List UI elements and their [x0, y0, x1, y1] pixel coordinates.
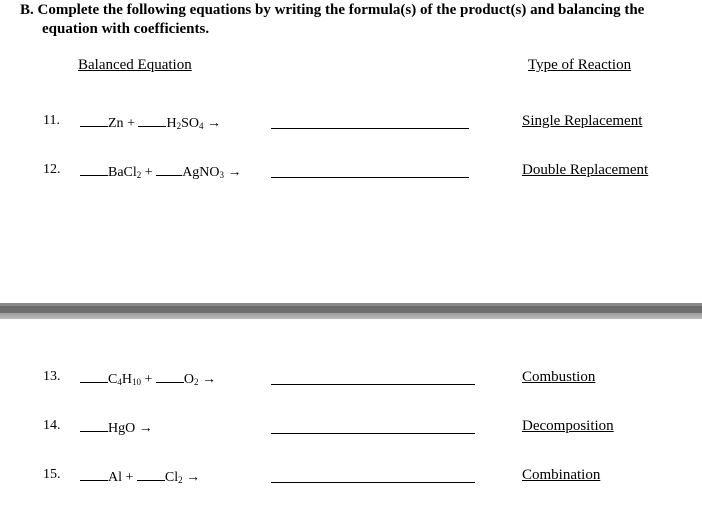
coefficient-blank[interactable] — [156, 369, 184, 383]
question-row-11 — [0, 113, 702, 133]
heading-line-1: B. Complete the following equations by writing the formula(s) of the product(s) and balancing the — [20, 2, 645, 18]
arrow-icon: → — [227, 165, 242, 180]
reactant-equation: $Zn + H_2SO_4$ → — [80, 113, 221, 132]
question-number: 14. — [43, 418, 61, 433]
reaction-type: Combination — [522, 467, 601, 483]
coefficient-blank[interactable] — [80, 369, 108, 383]
reaction-type: Double Replacement — [522, 162, 649, 178]
arrow-icon: → — [138, 421, 153, 436]
balanced-equation-header: Balanced Equation — [78, 57, 192, 73]
coefficient-blank[interactable] — [80, 467, 108, 481]
reaction-type: Combustion — [522, 369, 596, 385]
product-answer-line[interactable] — [271, 177, 469, 178]
product-answer-line[interactable] — [271, 433, 475, 434]
reaction-type: Single Replacement — [522, 113, 643, 129]
coefficient-blank[interactable] — [138, 113, 166, 127]
reaction-type-header: Type of Reaction — [528, 57, 632, 73]
coefficient-blank[interactable] — [80, 162, 108, 176]
product-answer-line[interactable] — [271, 482, 475, 483]
question-row-15 — [0, 467, 702, 487]
product-answer-line[interactable] — [271, 128, 469, 129]
question-number: 15. — [43, 467, 61, 482]
product-answer-line[interactable] — [271, 384, 475, 385]
section-heading — [20, 1, 700, 39]
question-row-13 — [0, 369, 702, 389]
question-row-12 — [0, 162, 702, 182]
question-number: 11. — [43, 113, 60, 128]
question-number: 13. — [43, 369, 61, 384]
coefficient-blank[interactable] — [80, 418, 108, 432]
arrow-icon: → — [207, 116, 221, 131]
coefficient-blank[interactable] — [80, 113, 108, 127]
reactant-equation: $Al + Cl_2$ → — [80, 467, 200, 486]
section-divider — [0, 303, 702, 319]
arrow-icon: → — [186, 470, 201, 485]
coefficient-blank[interactable] — [156, 162, 182, 176]
question-number: 12. — [43, 162, 61, 177]
coefficient-blank[interactable] — [137, 467, 165, 481]
reactant-equation: HgO → — [80, 418, 153, 437]
arrow-icon: → — [202, 372, 216, 387]
heading-line-2: equation with coefficients. — [42, 21, 210, 37]
question-row-14 — [0, 418, 702, 438]
reaction-type: Decomposition — [522, 418, 614, 434]
reactant-equation: $C_4H_{10} + O_2$ → — [80, 369, 216, 388]
reactant-equation: BaCl$_2$ + AgNO$_3$ → — [80, 162, 242, 181]
